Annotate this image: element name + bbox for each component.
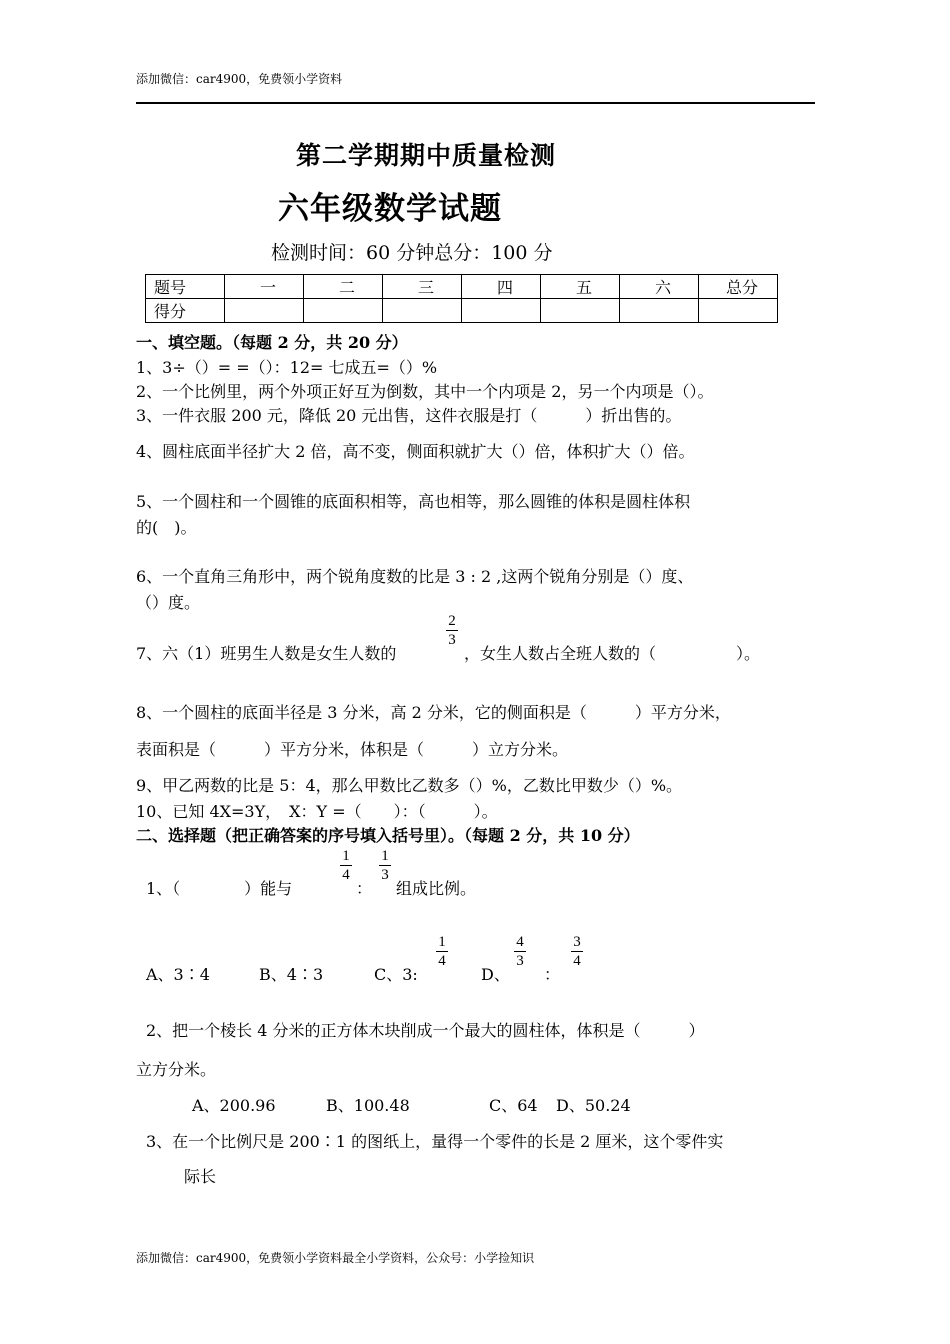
fraction [569, 933, 585, 970]
score-cell[interactable] [304, 299, 383, 323]
score-cell[interactable] [620, 299, 699, 323]
fraction-denominator: 4 [573, 953, 581, 969]
fraction-numerator: 3 [573, 934, 581, 950]
table-cell: 二 [304, 275, 383, 299]
question-2-2-cont: 立方分米。 [136, 1060, 217, 1079]
question-1-1: 1、3÷（）= =（）：12= 七成五=（）% [136, 358, 438, 377]
question-2-1: 1、（ ）能与 [146, 879, 293, 898]
option-a[interactable]: A、200.96 [192, 1096, 276, 1115]
option-d[interactable]: D、50.24 [556, 1096, 631, 1115]
question-1-6: 6、一个直角三角形中，两个锐角度数的比是 3 : 2 ,这两个锐角分别是（）度、 [136, 567, 694, 586]
score-table-score-row [146, 299, 778, 323]
question-1-8: 8、一个圆柱的底面半径是 3 分米，高 2 分米，它的侧面积是（ ）平方分米， [136, 703, 731, 722]
score-cell[interactable] [383, 299, 462, 323]
table-cell: 题号 [146, 275, 225, 299]
fraction-numerator: 1 [342, 848, 350, 864]
score-cell[interactable] [699, 299, 778, 323]
option-a[interactable]: A、3∶4 [146, 965, 210, 984]
fraction-denominator: 3 [381, 867, 389, 883]
score-table-header-row [146, 275, 778, 299]
fraction-denominator: 3 [516, 953, 524, 969]
fraction [338, 847, 354, 884]
question-2-3-cont: 际长 [184, 1167, 217, 1186]
question-2-1-cont: 组成比例。 [396, 879, 477, 898]
table-cell: 得分 [146, 299, 225, 323]
exam-title: 第二学期期中质量检测 [296, 141, 557, 170]
option-b[interactable]: B、4∶3 [259, 965, 324, 984]
question-1-6-cont: （）度。 [136, 593, 201, 612]
section2-heading: 二、选择题（把正确答案的序号填入括号里）。（每题 2 分，共 10 分） [136, 826, 640, 845]
fraction-numerator: 4 [516, 934, 524, 950]
fraction-denominator: 4 [438, 953, 446, 969]
section1-heading: 一、填空题。（每题 2 分，共 20 分） [136, 333, 408, 352]
question-1-4: 4、圆柱底面半径扩大 2 倍，高不变，侧面积就扩大（）倍，体积扩大（）倍。 [136, 442, 695, 461]
table-cell: 六 [620, 275, 699, 299]
fraction-numerator: 1 [438, 934, 446, 950]
fraction [434, 933, 450, 970]
score-table [145, 274, 778, 323]
score-cell[interactable] [541, 299, 620, 323]
fraction-numerator: 1 [381, 848, 389, 864]
table-cell: 四 [462, 275, 541, 299]
fraction-numerator: 2 [448, 613, 456, 629]
header-note: 添加微信：car4900，免费领小学资料 [136, 72, 343, 86]
table-cell: 总分 [699, 275, 778, 299]
table-cell: 五 [541, 275, 620, 299]
question-1-8-cont: 表面积是（ ）平方分米，体积是（ ）立方分米。 [136, 740, 569, 759]
question-1-2: 2、一个比例里，两个外项正好互为倒数，其中一个内项是 2，另一个内项是（）。 [136, 382, 714, 401]
fraction-denominator: 3 [448, 632, 456, 648]
ratio-colon: ： [544, 965, 561, 984]
question-1-5: 5、一个圆柱和一个圆锥的底面积相等，高也相等，那么圆锥的体积是圆柱体积 [136, 492, 691, 511]
footer-note: 添加微信：car4900，免费领小学资料最全小学资料，公众号：小学捡知识 [136, 1251, 535, 1265]
question-1-7-cont: ，女生人数占全班人数的（ ）。 [464, 644, 761, 663]
option-c[interactable]: C、64 [489, 1096, 538, 1115]
exam-subtitle: 六年级数学试题 [278, 191, 502, 227]
score-cell[interactable] [462, 299, 541, 323]
fraction [512, 933, 528, 970]
option-d[interactable]: D、 [481, 965, 510, 984]
question-1-5-cont: 的( )。 [136, 518, 197, 537]
fraction [377, 847, 393, 884]
question-2-3: 3、在一个比例尺是 200∶1 的图纸上，量得一个零件的长是 2 厘米，这个零件实 [146, 1132, 724, 1151]
header-rule [136, 102, 815, 104]
question-1-3: 3、一件衣服 200 元，降低 20 元出售，这件衣服是打（ ）折出售的。 [136, 406, 682, 425]
score-cell[interactable] [225, 299, 304, 323]
ratio-colon: ： [356, 879, 373, 898]
question-1-7: 7、六（1）班男生人数是女生人数的 [136, 644, 397, 663]
option-b[interactable]: B、100.48 [326, 1096, 410, 1115]
table-cell: 一 [225, 275, 304, 299]
question-1-9: 9、甲乙两数的比是 5：4，那么甲数比乙数多（）%，乙数比甲数少（）%。 [136, 776, 683, 795]
question-2-2: 2、把一个棱长 4 分米的正方体木块削成一个最大的圆柱体，体积是（ ） [146, 1021, 705, 1040]
table-cell: 三 [383, 275, 462, 299]
fraction [444, 612, 460, 649]
option-c[interactable]: C、3: [374, 965, 418, 984]
question-1-10: 10、已知 4X=3Y， X：Y =（ ）：（ ）。 [136, 802, 498, 821]
exam-meta: 检测时间：60 分钟总分：100 分 [271, 242, 553, 264]
fraction-denominator: 4 [342, 867, 350, 883]
